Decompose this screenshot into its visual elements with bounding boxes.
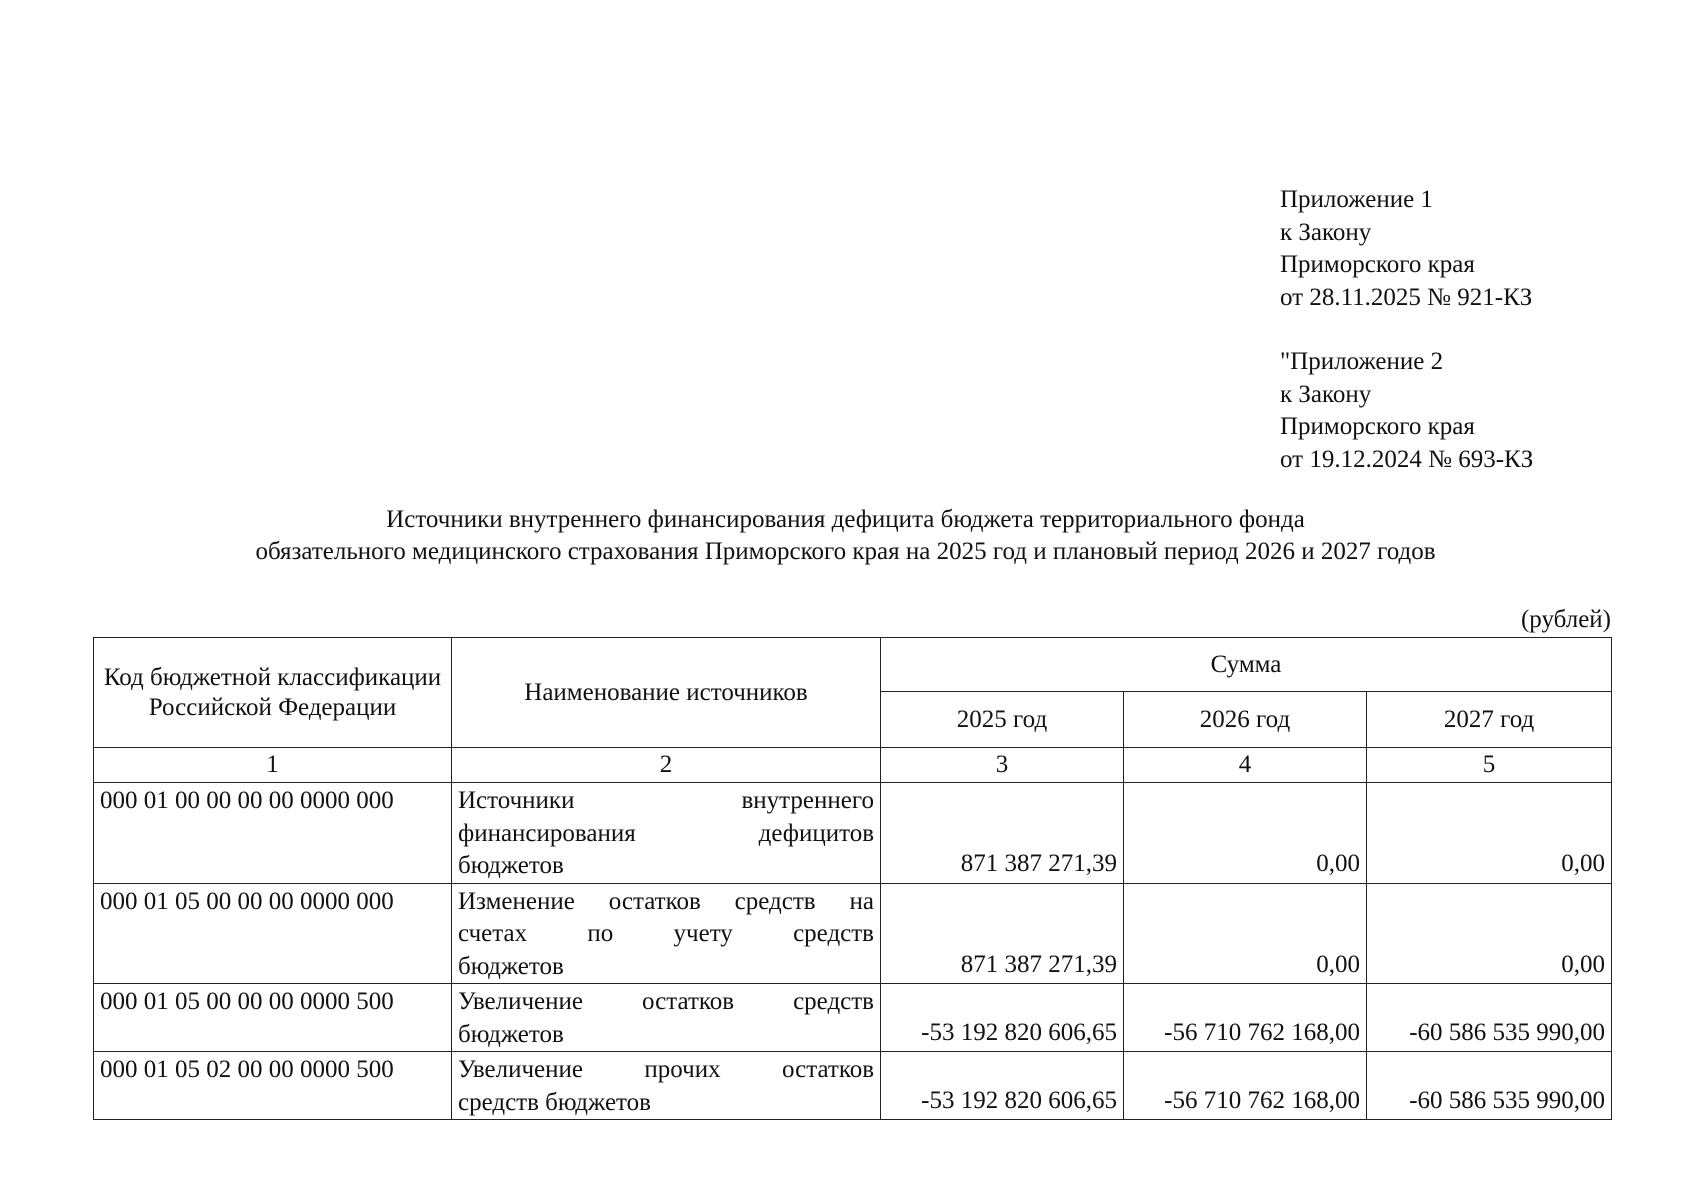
row-amount-2026: -56 710 762 168,00 (1124, 984, 1367, 1052)
units-label: (рублей) (1520, 606, 1611, 633)
column-index: 1 (94, 748, 452, 783)
column-index: 2 (452, 748, 881, 783)
row-code: 000 01 05 02 00 00 0000 500 (94, 1052, 452, 1120)
header-name: Наименование источников (452, 638, 881, 748)
annex-1-line: Приложение 1 (1280, 186, 1433, 213)
financing-sources-table (93, 637, 1612, 1120)
row-name (452, 783, 881, 884)
row-amount-2026: 0,00 (1124, 783, 1367, 884)
row-amount-2027: 0,00 (1367, 883, 1612, 984)
header-code: Код бюджетной классификации Российской Федерации (94, 638, 452, 748)
row-code: 000 01 05 00 00 00 0000 500 (94, 984, 452, 1052)
annex-2-line: от 19.12.2024 № 693-КЗ (1280, 445, 1534, 473)
row-name-line: Источники внутреннего (458, 787, 874, 814)
header-year-2027: 2027 год (1367, 692, 1612, 748)
row-name-line: бюджетов (458, 1020, 564, 1048)
annex-1-line: Приморского края (1280, 251, 1475, 278)
document-title (0, 504, 1691, 568)
table-row (94, 1052, 1612, 1120)
row-amount-2025: -53 192 820 606,65 (881, 984, 1124, 1052)
header-year-2025: 2025 год (881, 692, 1124, 748)
column-index: 4 (1124, 748, 1367, 783)
annex-2-line: к Закону (1280, 380, 1372, 408)
table-row (94, 984, 1612, 1052)
annex-1-reference (1280, 184, 1532, 314)
row-amount-2027: -60 586 535 990,00 (1367, 1052, 1612, 1120)
column-index: 5 (1367, 748, 1612, 783)
row-amount-2025: 871 387 271,39 (881, 783, 1124, 884)
table-row (94, 783, 1612, 884)
row-code: 000 01 00 00 00 00 0000 000 (94, 783, 452, 884)
row-amount-2027: 0,00 (1367, 783, 1612, 884)
row-name-line: счетах по учету средств (458, 920, 874, 947)
row-amount-2025: 871 387 271,39 (881, 883, 1124, 984)
header-year-2026: 2026 год (1124, 692, 1367, 748)
row-code: 000 01 05 00 00 00 0000 000 (94, 883, 452, 984)
header-sum: Сумма (881, 638, 1612, 692)
row-amount-2026: 0,00 (1124, 883, 1367, 984)
row-amount-2027: -60 586 535 990,00 (1367, 984, 1612, 1052)
annex-2-reference (1280, 346, 1533, 476)
row-name-line: финансирования дефицитов (458, 819, 874, 847)
table-row (94, 883, 1612, 984)
row-name (452, 1052, 881, 1120)
annex-1-line: от 28.11.2025 № 921-КЗ (1280, 283, 1533, 311)
row-name-line: бюджетов (458, 952, 564, 980)
title-line: Источники внутреннего финансирования дефицита бюджета территориального фонда (386, 506, 1305, 533)
annex-1-line: к Закону (1280, 218, 1372, 246)
row-name-line: средств бюджетов (458, 1088, 651, 1116)
annex-2-line: Приморского края (1280, 413, 1475, 440)
row-name-line: Увеличение прочих остатков (458, 1056, 874, 1083)
row-name (452, 984, 881, 1052)
row-name-line: бюджетов (458, 852, 564, 879)
row-name (452, 883, 881, 984)
row-name-line: Изменение остатков средств на (458, 887, 874, 915)
row-amount-2025: -53 192 820 606,65 (881, 1052, 1124, 1120)
row-name-line: Увеличение остатков средств (458, 988, 874, 1015)
column-index: 3 (881, 748, 1124, 783)
title-line: обязательного медицинского страхования Приморского края на 2025 год и плановый период 2026 и 2027 годов (255, 538, 1436, 565)
row-amount-2026: -56 710 762 168,00 (1124, 1052, 1367, 1120)
annex-2-line: "Приложение 2 (1280, 348, 1444, 375)
